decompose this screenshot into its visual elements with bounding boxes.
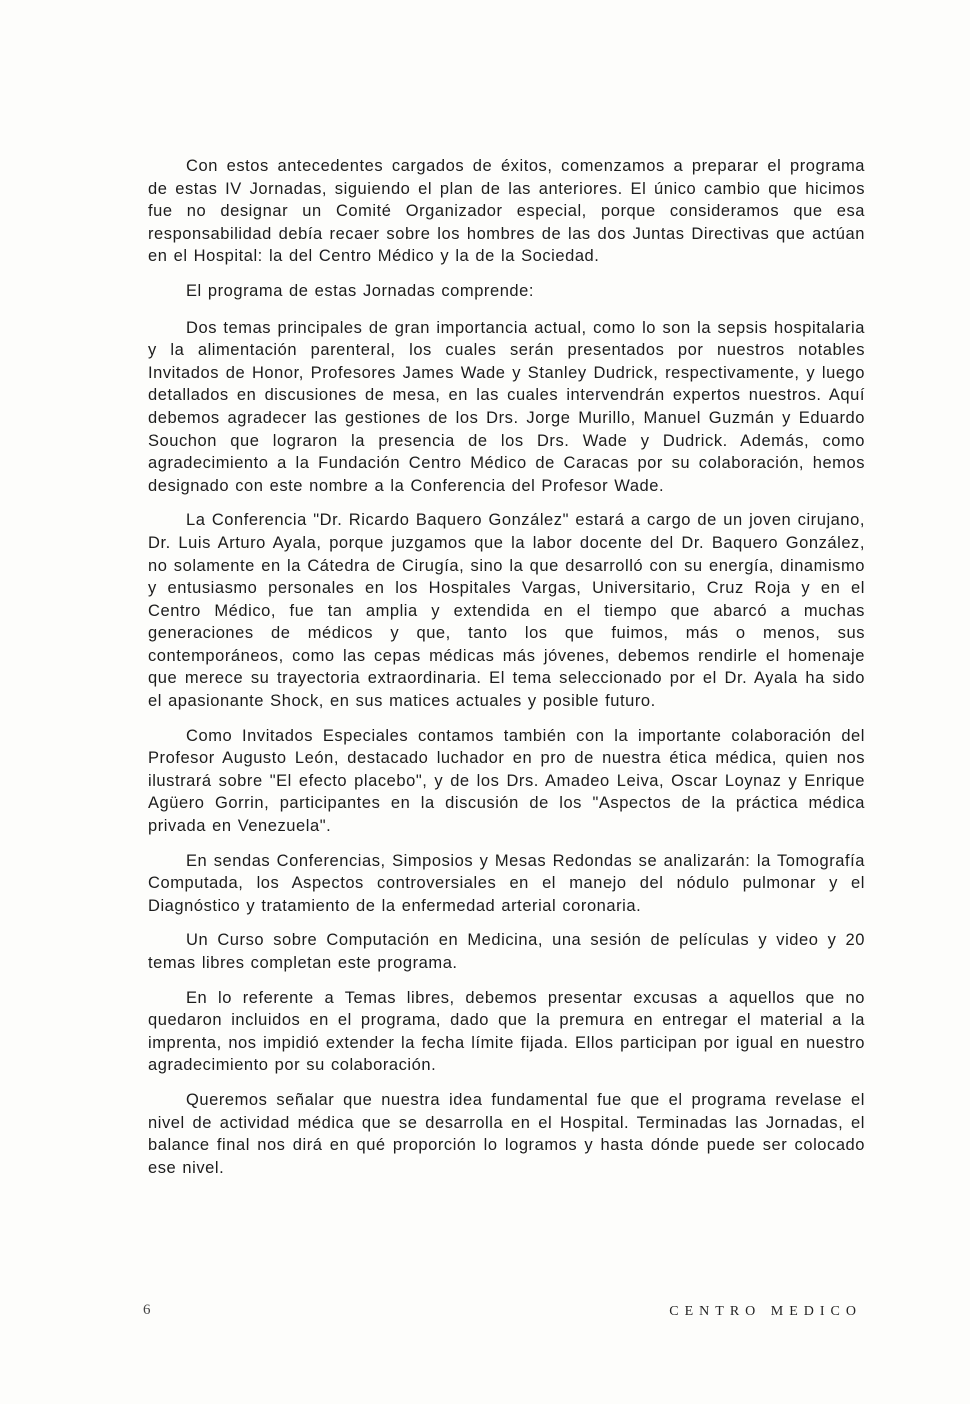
paragraph: Queremos señalar que nuestra idea fundamental fue que el programa revelase el nivel de actividad médica que se desarrolla en el Hospital. Terminadas las Jornadas, el balance final nos dirá en qué proporción lo logramos y hasta dónde puede ser colocado ese nivel.: [148, 1090, 865, 1177]
page-footer: [143, 1302, 862, 1326]
paragraph: El programa de estas Jornadas comprende:: [186, 281, 535, 300]
paragraph: La Conferencia "Dr. Ricardo Baquero González" estará a cargo de un joven cirujano, Dr. Luis Arturo Ayala, porque juzgamos que la labor docente del Dr. Baquero González, no solamente en la Cátedra de Cirugía, sino la que desarrolló con su energía, dinamismo y entusiasmo personales en los Hospitales Vargas, Universitario, Cruz Roja y en el Centro Médico, fue tan amplia y extendida en el tiempo que abarcó a muchas generaciones de médicos y que, tanto los que fuimos, más o menos, sus contemporáneos, como las cepas médicas más jóvenes, debemos rendirle el homenaje que merece su trayectoria extraordinaria. El tema seleccionado por el Dr. Ayala ha sido el apasionante Shock, en sus matices actuales y posible futuro.: [148, 511, 865, 711]
page-number: 6: [143, 1302, 151, 1318]
journal-name: CENTRO MEDICO: [669, 1304, 862, 1319]
paragraph: Como Invitados Especiales contamos también con la importante colaboración del Profesor Augusto León, destacado luchador en pro de nuestra ética médica, quien nos ilustrará sobre "El efecto placebo", y de los Drs. Amadeo Leiva, Oscar Loynaz y Enrique Agüero Gorrin, participantes en la discusión de los "Aspectos de la práctica médica privada en Venezuela".: [148, 726, 865, 836]
paragraph: Un Curso sobre Computación en Medicina, una sesión de películas y video y 20 temas libres completan este programa.: [148, 931, 865, 972]
paragraph: Con estos antecedentes cargados de éxitos, comenzamos a preparar el programa de estas IV Jornadas, siguiendo el plan de las anteriores. El único cambio que hicimos fue no designar un Comité Organizador especial, porque consideramos que esa responsabilidad debía recaer sobre los hombres de las dos Juntas Directivas que actúan en el Hospital: la del Centro Médico y la de la Sociedad.: [148, 157, 865, 266]
paragraph: En sendas Conferencias, Simposios y Mesas Redondas se analizarán: la Tomografía Computada, los Aspectos controversiales en el manejo del nódulo pulmonar y el Diagnóstico y tratamiento de la enfermedad arterial coronaria.: [148, 851, 865, 915]
body-text: [148, 155, 865, 1191]
paragraph: En lo referente a Temas libres, debemos presentar excusas a aquellos que no quedaron incluidos en el programa, dado que la premura en entregar el material a la imprenta, nos impidió extender la fecha límite fijada. Ellos participan por igual en nuestro agradecimiento por su colaboración.: [148, 988, 865, 1075]
paragraph: Dos temas principales de gran importancia actual, como lo son la sepsis hospitalaria y la alimentación parenteral, los cuales serán presentados por nuestros notables Invitados de Honor, Profesores James Wade y Stanley Dudrick, respectivamente, y luego detallados en discusiones de mesa, en las cuales intervendrán expertos nuestros. Aquí debemos agradecer las gestiones de los Drs. Jorge Murillo, Manuel Guzmán y Eduardo Souchon que lograron la presencia de los Drs. Wade y Dudrick. Además, como agradecimiento a la Fundación Centro Médico de Caracas por su colaboración, hemos designado con este nombre a la Conferencia del Profesor Wade.: [148, 318, 865, 495]
